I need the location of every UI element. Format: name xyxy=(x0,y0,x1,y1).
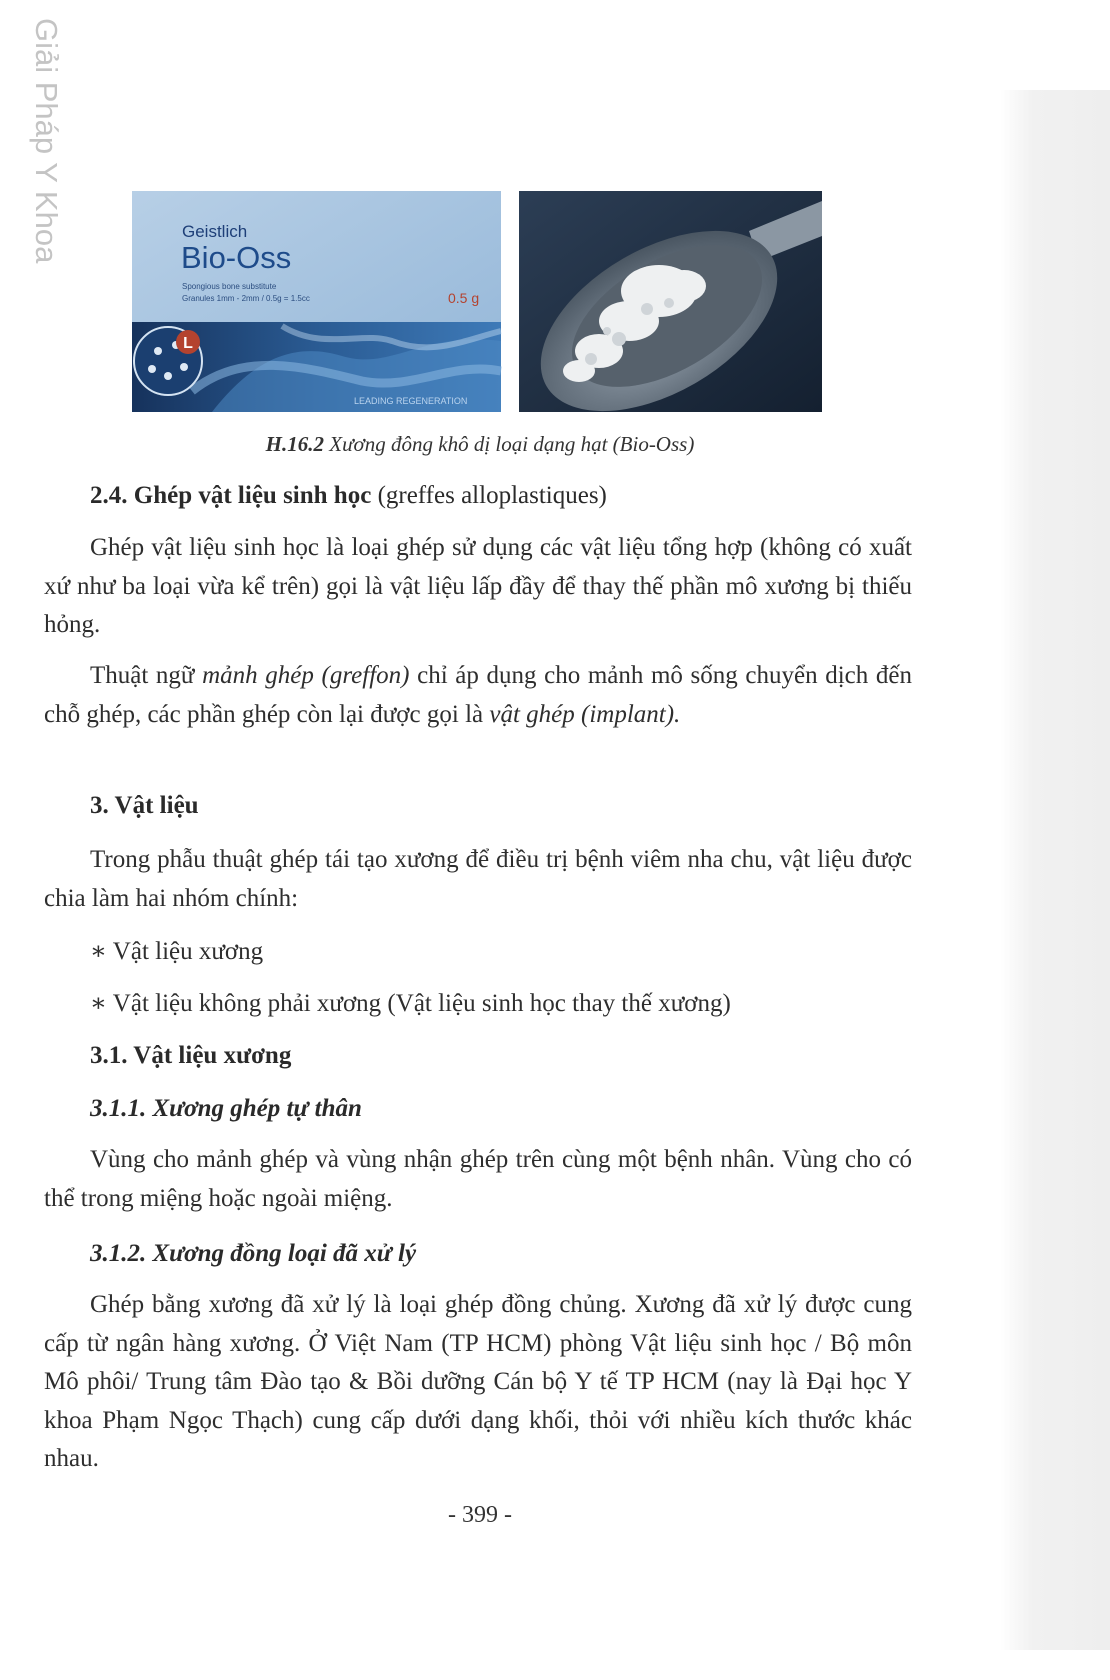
caption-text: Xương đông khô dị loại dạng hạt (Bio-Oss) xyxy=(324,432,695,456)
section-heading-3-1-2 xyxy=(90,1235,416,1273)
box-brand: Geistlich xyxy=(182,222,248,241)
bone-granules-spoon-photo xyxy=(519,191,822,412)
section-3-1-2-title: 3.1.2. Xương đồng loại đã xử lý xyxy=(90,1240,417,1267)
figure-bio-oss xyxy=(132,191,832,413)
section-2-4-subtitle: (greffes alloplastiques) xyxy=(371,482,607,509)
bullet-bone-materials: ∗ Vật liệu xương xyxy=(90,938,264,965)
page-number: - 399 - xyxy=(448,1502,512,1528)
section-heading-3-1 xyxy=(90,1037,291,1075)
caption-label: H.16.2 xyxy=(265,432,325,456)
section-heading-3-1-1 xyxy=(90,1090,362,1128)
watermark-text: Giải Pháp Y Khoa xyxy=(29,18,64,264)
para2-term-implant: vật ghép (implant). xyxy=(489,700,681,728)
section-3-1-title: 3.1. Vật liệu xương xyxy=(90,1042,292,1069)
section-3-title: 3. Vật liệu xyxy=(90,792,199,819)
paragraph-terminology xyxy=(44,657,912,734)
watermark xyxy=(2,8,64,264)
box-description-2: Granules 1mm - 2mm / 0.5g = 1.5cc xyxy=(182,294,310,303)
box-badge: L xyxy=(183,335,193,352)
section-heading-2-4 xyxy=(90,477,607,515)
paragraph-materials-intro: Trong phẫu thuật ghép tái tạo xương để điều trị bệnh viêm nha chu, vật liệu được chia làm hai nhóm chính: xyxy=(44,846,912,912)
bio-oss-box-photo xyxy=(132,191,501,412)
box-product-name: Bio-Oss xyxy=(181,240,292,275)
paragraph-alloplastic-definition: Ghép vật liệu sinh học là loại ghép sử dụng các vật liệu tổng hợp (không có xuất xứ như ba loại vừa kể trên) gọi là vật liệu lấp đầy để thay thế phần mô xương bị thiếu hỏng. xyxy=(44,534,912,638)
page-edge-shadow xyxy=(1000,90,1110,1650)
section-3-1-1-title: 3.1.1. Xương ghép tự thân xyxy=(90,1095,362,1122)
bullet-non-bone-materials: ∗ Vật liệu không phải xương (Vật liệu sinh học thay thế xương) xyxy=(90,990,731,1017)
paragraph-processed-allograft: Ghép bằng xương đã xử lý là loại ghép đồng chủng. Xương đã xử lý được cung cấp từ ngân hàng xương. Ở Việt Nam (TP HCM) phòng Vật liệu sinh học / Bộ môn Mô phôi/ Trung tâm Đào tạo & Bồi dưỡng Cán bộ Y tế TP HCM (nay là Đại học Y khoa Phạm Ngọc Thạch) cung cấp dưới dạng khối, thỏi với nhiều kích thước khác nhau. xyxy=(44,1291,912,1472)
box-slogan: LEADING REGENERATION xyxy=(354,396,468,406)
paragraph-autograft: Vùng cho mảnh ghép và vùng nhận ghép trên cùng một bệnh nhân. Vùng cho có thể trong miệng hoặc ngoài miệng. xyxy=(44,1146,912,1212)
section-heading-3 xyxy=(90,787,199,825)
section-2-4-title: 2.4. Ghép vật liệu sinh học xyxy=(90,482,372,509)
box-weight: 0.5 g xyxy=(448,290,480,306)
para2-part-a: Thuật ngữ xyxy=(90,662,203,689)
para2-part-c: chỉ áp dụng cho mảnh mô sống chuyển dịch đến chỗ ghép, các phần ghép còn lại được gọi là xyxy=(44,662,912,728)
figure-caption xyxy=(0,432,960,457)
box-description-1: Spongious bone substitute xyxy=(182,282,277,291)
para2-term-greffon: mảnh ghép (greffon) xyxy=(202,662,410,689)
